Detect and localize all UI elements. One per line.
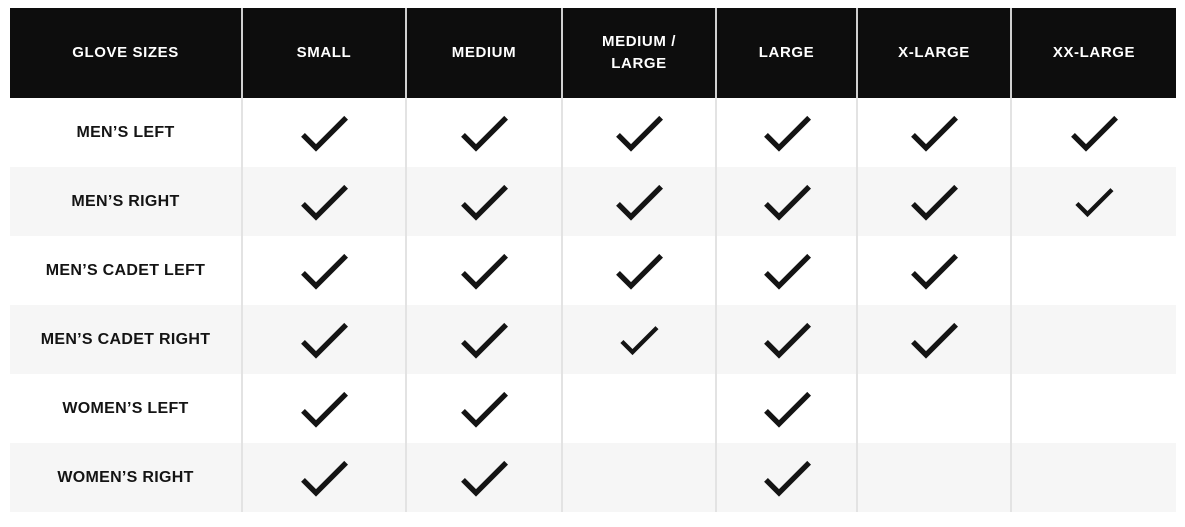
header-row — [10, 8, 1176, 98]
corner-header-cell — [10, 8, 242, 98]
check-icon — [755, 446, 819, 510]
column-header-label: MEDIUM / LARGE — [602, 33, 676, 72]
availability-cell-empty — [562, 443, 716, 512]
availability-cell-checked — [406, 305, 562, 374]
table-row-women-s-left — [10, 374, 1176, 443]
availability-cell-checked — [716, 98, 857, 167]
check-icon — [292, 101, 356, 165]
availability-cell-checked — [857, 98, 1011, 167]
availability-cell-checked — [716, 374, 857, 443]
check-icon — [292, 170, 356, 234]
column-header-xx-large — [1011, 8, 1176, 98]
availability-cell-empty — [857, 443, 1011, 512]
availability-cell-checked — [857, 236, 1011, 305]
availability-cell-empty — [1011, 305, 1176, 374]
availability-cell-checked — [857, 167, 1011, 236]
check-icon — [902, 101, 966, 165]
check-icon — [452, 101, 516, 165]
check-icon — [1068, 176, 1120, 228]
check-icon — [755, 308, 819, 372]
column-header-label: MEDIUM — [451, 44, 517, 62]
row-label: MEN’S CADET LEFT — [45, 261, 206, 279]
row-label-cell — [10, 305, 242, 374]
availability-cell-checked — [406, 167, 562, 236]
availability-cell-checked — [242, 443, 406, 512]
check-icon — [755, 170, 819, 234]
table-row-men-s-cadet-left — [10, 236, 1176, 305]
availability-cell-checked — [406, 443, 562, 512]
check-icon — [755, 377, 819, 441]
check-icon — [755, 101, 819, 165]
column-header-label: XX-LARGE — [1052, 44, 1136, 62]
glove-size-chart — [10, 8, 1176, 512]
check-icon — [607, 101, 671, 165]
check-icon — [902, 308, 966, 372]
check-icon — [452, 446, 516, 510]
glove-size-table — [10, 8, 1176, 512]
column-header-medium-large — [562, 8, 716, 98]
check-icon — [452, 239, 516, 303]
table-row-men-s-cadet-right — [10, 305, 1176, 374]
availability-cell-checked — [242, 167, 406, 236]
table-body — [10, 98, 1176, 512]
table-row-men-s-right — [10, 167, 1176, 236]
check-icon — [452, 377, 516, 441]
availability-cell-checked — [562, 236, 716, 305]
availability-cell-empty — [562, 374, 716, 443]
availability-cell-empty — [857, 374, 1011, 443]
check-icon — [292, 308, 356, 372]
availability-cell-checked — [406, 236, 562, 305]
availability-cell-checked — [562, 167, 716, 236]
column-header-medium — [406, 8, 562, 98]
check-icon — [292, 377, 356, 441]
availability-cell-checked — [242, 374, 406, 443]
row-label: MEN’S LEFT — [76, 123, 175, 141]
check-icon — [902, 239, 966, 303]
column-header-small — [242, 8, 406, 98]
table-header — [10, 8, 1176, 98]
column-header-label: X-LARGE — [898, 44, 970, 62]
check-icon — [292, 446, 356, 510]
column-header-label: SMALL — [296, 44, 352, 62]
availability-cell-checked — [562, 305, 716, 374]
check-icon — [902, 170, 966, 234]
row-label-cell — [10, 167, 242, 236]
availability-cell-empty — [1011, 236, 1176, 305]
check-icon — [452, 170, 516, 234]
check-icon — [452, 308, 516, 372]
column-header-large — [716, 8, 857, 98]
check-icon — [1062, 101, 1126, 165]
row-label-cell — [10, 374, 242, 443]
availability-cell-checked — [406, 98, 562, 167]
row-label-cell — [10, 98, 242, 167]
row-label: MEN’S CADET RIGHT — [40, 330, 211, 348]
availability-cell-checked — [242, 236, 406, 305]
availability-cell-checked — [406, 374, 562, 443]
column-header-label: GLOVE SIZES — [72, 44, 179, 62]
row-label: MEN’S RIGHT — [71, 192, 180, 210]
check-icon — [607, 170, 671, 234]
row-label: WOMEN’S LEFT — [62, 399, 189, 417]
row-label-cell — [10, 443, 242, 512]
table-row-men-s-left — [10, 98, 1176, 167]
row-label-cell — [10, 236, 242, 305]
check-icon — [607, 239, 671, 303]
availability-cell-empty — [1011, 374, 1176, 443]
table-row-women-s-right — [10, 443, 1176, 512]
availability-cell-checked — [716, 167, 857, 236]
availability-cell-checked — [857, 305, 1011, 374]
availability-cell-checked — [716, 305, 857, 374]
availability-cell-empty — [1011, 443, 1176, 512]
column-header-x-large — [857, 8, 1011, 98]
check-icon — [292, 239, 356, 303]
availability-cell-checked — [242, 305, 406, 374]
availability-cell-checked — [1011, 98, 1176, 167]
availability-cell-checked — [242, 98, 406, 167]
availability-cell-checked — [716, 236, 857, 305]
check-icon — [613, 314, 665, 366]
availability-cell-checked — [562, 98, 716, 167]
row-label: WOMEN’S RIGHT — [57, 468, 194, 486]
column-header-label: LARGE — [758, 44, 815, 62]
availability-cell-checked — [1011, 167, 1176, 236]
availability-cell-checked — [716, 443, 857, 512]
check-icon — [755, 239, 819, 303]
